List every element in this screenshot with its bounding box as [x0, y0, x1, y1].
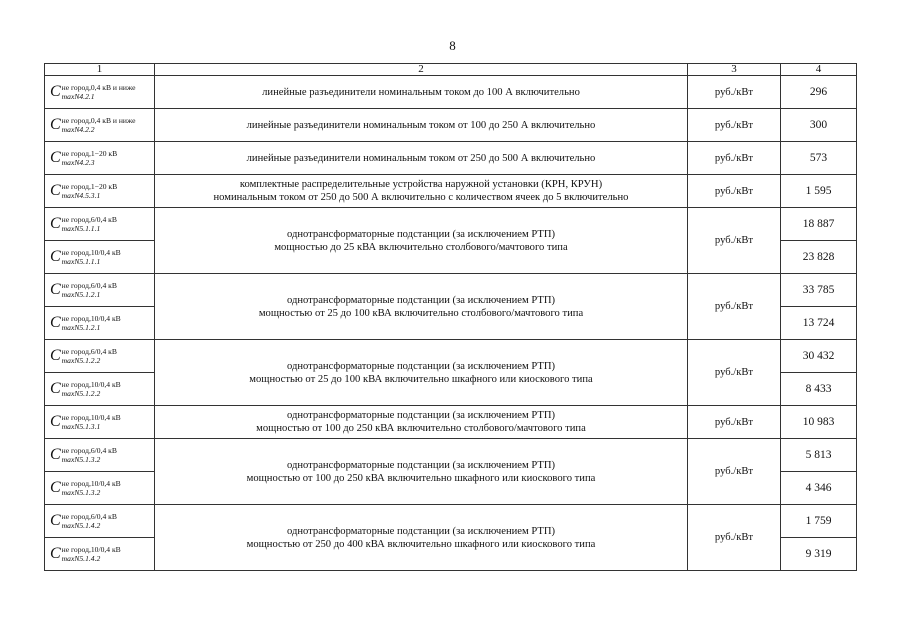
unit: руб./кВт [688, 109, 781, 142]
rate-value: 30 432 [781, 340, 857, 373]
description: комплектные распределительные устройства наружной установки (КРН, КРУН) номинальным током от 250 до 500 А включительно с количеством ячеек до 5 включительно [155, 175, 688, 208]
table-row [45, 208, 857, 241]
rate-code: C не город,6/0,4 кВ maxN5.1.4.2 [45, 505, 155, 538]
unit: руб./кВт [688, 505, 781, 571]
rate-value: 573 [781, 142, 857, 175]
unit: руб./кВт [688, 340, 781, 406]
header-row [45, 64, 857, 76]
table-row [45, 439, 857, 472]
rate-value: 33 785 [781, 274, 857, 307]
description: линейные разъединители номинальным током до 100 А включительно [155, 76, 688, 109]
rate-code: C не город,10/0,4 кВ maxN5.1.2.1 [45, 307, 155, 340]
page-number: 8 [449, 38, 456, 53]
table-row [45, 175, 857, 208]
table-row [45, 109, 857, 142]
header-cell-2: 2 [155, 64, 688, 76]
description: однотрансформаторные подстанции (за исключением РТП) мощностью от 100 до 250 кВА включительно шкафного или киоскового типа [155, 439, 688, 505]
unit: руб./кВт [688, 274, 781, 340]
table-row [45, 340, 857, 373]
description: однотрансформаторные подстанции (за исключением РТП) мощностью от 25 до 100 кВА включительно шкафного или киоскового типа [155, 340, 688, 406]
unit: руб./кВт [688, 76, 781, 109]
rate-value: 18 887 [781, 208, 857, 241]
tariff-table [44, 63, 857, 571]
rate-code: C не город,6/0,4 кВ maxN5.1.3.2 [45, 439, 155, 472]
rate-code: C не город,10/0,4 кВ maxN5.1.3.2 [45, 472, 155, 505]
description: линейные разъединители номинальным током от 250 до 500 А включительно [155, 142, 688, 175]
table-row [45, 274, 857, 307]
rate-code: C не город,6/0,4 кВ maxN5.1.1.1 [45, 208, 155, 241]
unit: руб./кВт [688, 175, 781, 208]
table-row [45, 406, 857, 439]
rate-code: C не город,1−20 кВ maxN4.5.3.1 [45, 175, 155, 208]
description: однотрансформаторные подстанции (за исключением РТП) мощностью от 100 до 250 кВА включительно столбового/мачтового типа [155, 406, 688, 439]
rate-code: C не город,0,4 кВ и ниже maxN4.2.1 [45, 76, 155, 109]
unit: руб./кВт [688, 439, 781, 505]
rate-value: 1 759 [781, 505, 857, 538]
unit: руб./кВт [688, 406, 781, 439]
rate-value: 300 [781, 109, 857, 142]
rate-value: 13 724 [781, 307, 857, 340]
rate-code: C не город,10/0,4 кВ maxN5.1.2.2 [45, 373, 155, 406]
rate-code: C не город,0,4 кВ и ниже maxN4.2.2 [45, 109, 155, 142]
header-cell-4: 4 [781, 64, 857, 76]
rate-code: C не город,10/0,4 кВ maxN5.1.1.1 [45, 241, 155, 274]
rate-value: 9 319 [781, 538, 857, 571]
description: однотрансформаторные подстанции (за исключением РТП) мощностью от 250 до 400 кВА включительно шкафного или киоскового типа [155, 505, 688, 571]
rate-value: 1 595 [781, 175, 857, 208]
rate-code: C не город,6/0,4 кВ maxN5.1.2.2 [45, 340, 155, 373]
rate-code: C не город,1−20 кВ maxN4.2.3 [45, 142, 155, 175]
rate-code: C не город,6/0,4 кВ maxN5.1.2.1 [45, 274, 155, 307]
rate-code: C не город,10/0,4 кВ maxN5.1.3.1 [45, 406, 155, 439]
header-cell-3: 3 [688, 64, 781, 76]
description: однотрансформаторные подстанции (за исключением РТП) мощностью от 25 до 100 кВА включительно столбового/мачтового типа [155, 274, 688, 340]
unit: руб./кВт [688, 208, 781, 274]
table-row [45, 76, 857, 109]
header-cell-1: 1 [45, 64, 155, 76]
table-row [45, 505, 857, 538]
rate-value: 10 983 [781, 406, 857, 439]
unit: руб./кВт [688, 142, 781, 175]
description: линейные разъединители номинальным током от 100 до 250 А включительно [155, 109, 688, 142]
rate-value: 5 813 [781, 439, 857, 472]
rate-value: 23 828 [781, 241, 857, 274]
rate-value: 296 [781, 76, 857, 109]
rate-code: C не город,10/0,4 кВ maxN5.1.4.2 [45, 538, 155, 571]
description: однотрансформаторные подстанции (за исключением РТП) мощностью до 25 кВА включительно столбового/мачтового типа [155, 208, 688, 274]
rate-value: 8 433 [781, 373, 857, 406]
rate-value: 4 346 [781, 472, 857, 505]
table-row [45, 142, 857, 175]
